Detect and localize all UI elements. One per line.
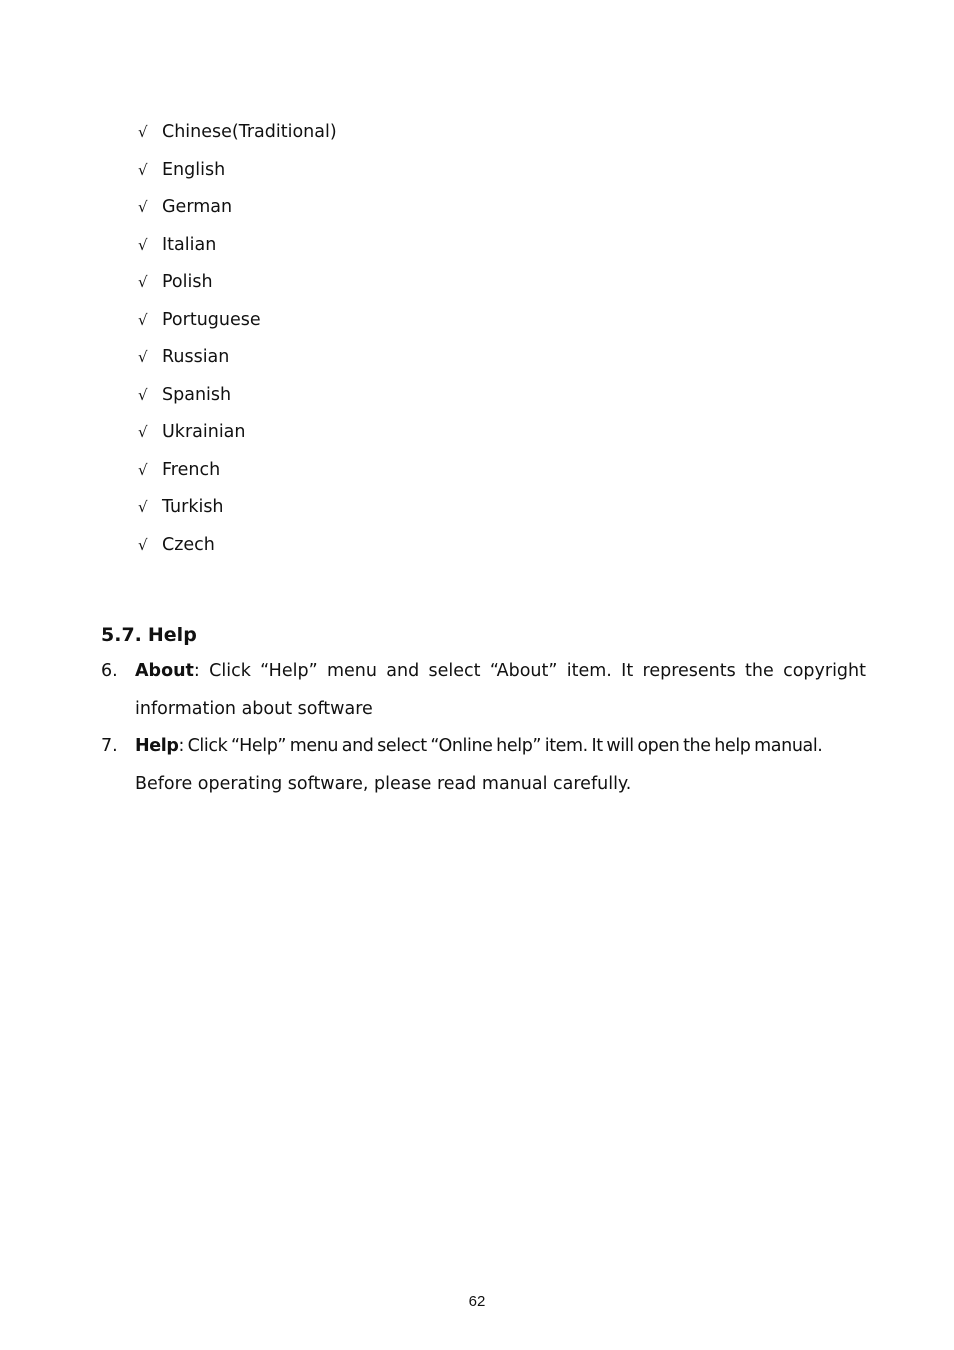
check-mark-icon: √ [138,310,148,329]
language-label: Spanish [162,384,232,405]
language-label: Ukrainian [162,422,246,442]
item-term: Help [135,736,179,756]
section-number: 5.7. [101,624,142,646]
section-heading [101,618,197,652]
language-list [138,114,337,564]
list-item [138,264,337,302]
language-label: Polish [162,272,213,292]
item-text: : Click “Help” menu and select “Online help” item. It will open the help manual. [178,736,823,756]
language-label: Russian [162,347,230,367]
list-item [138,377,337,415]
help-list [101,653,866,803]
item-line [135,653,866,691]
item-line [135,728,866,766]
check-mark-icon: √ [138,423,148,441]
list-item [138,114,337,152]
item-number: 7. [101,736,118,756]
check-mark-icon: √ [138,385,148,404]
check-mark-icon: √ [138,348,148,366]
list-item [138,339,337,377]
language-label: Chinese(Traditional) [162,122,337,142]
check-mark-icon: √ [138,160,148,179]
list-item [138,227,337,265]
language-label: Turkish [162,497,224,517]
language-label: Czech [162,534,215,555]
check-mark-icon: √ [138,460,148,479]
language-label: French [162,459,221,480]
list-item [138,414,337,452]
list-item [138,302,337,340]
item-number: 6. [101,661,118,681]
list-item [138,452,337,490]
language-label: German [162,197,233,217]
item-text-continued: Before operating software, please read manual carefully. [135,773,632,794]
list-item [138,527,337,565]
help-item-help [101,728,866,803]
language-label: Italian [162,234,217,255]
list-item [138,189,337,227]
language-label: Portuguese [162,309,261,330]
list-item [138,152,337,190]
check-mark-icon: √ [138,535,148,554]
item-term: About [135,661,194,681]
section-title: Help [147,624,197,646]
check-mark-icon: √ [138,273,148,291]
check-mark-icon: √ [138,198,148,216]
page-number: 62 [468,1293,486,1310]
item-text: : Click “Help” menu and select “About” item. It represents the copyright [193,661,866,681]
help-item-about [101,653,866,728]
language-label: English [162,159,226,180]
check-mark-icon: √ [138,123,148,141]
check-mark-icon: √ [138,498,148,516]
list-item [138,489,337,527]
item-text-continued: information about software [135,698,373,719]
check-mark-icon: √ [138,235,148,254]
